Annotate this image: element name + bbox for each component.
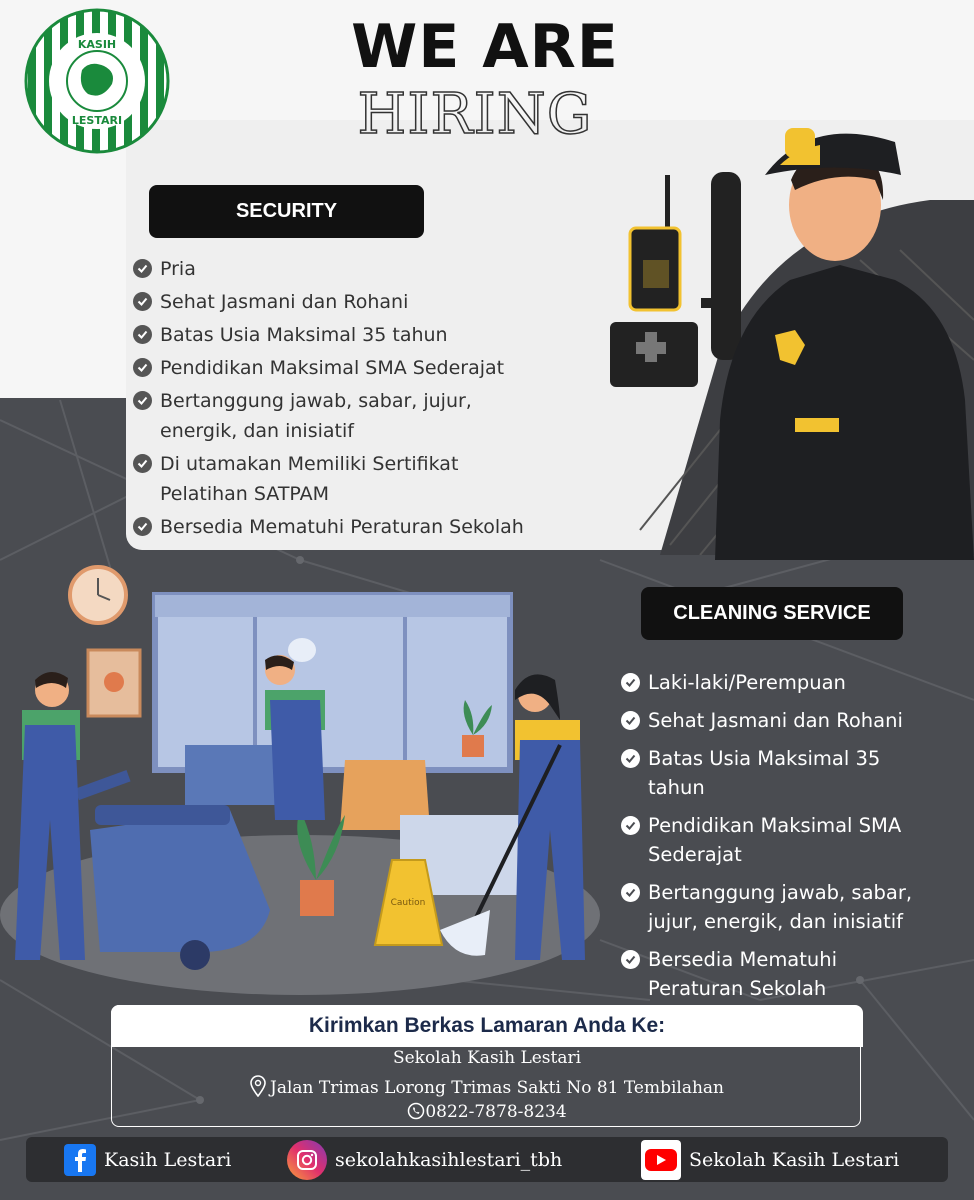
cleaning-service-label: CLEANING SERVICE	[641, 587, 903, 640]
check-icon	[621, 883, 640, 902]
facebook-name: Kasih Lestari	[104, 1148, 232, 1171]
check-icon	[621, 711, 640, 730]
check-icon	[133, 454, 152, 473]
list-item	[133, 320, 603, 350]
instagram-link[interactable]	[287, 1137, 562, 1182]
list-item	[133, 287, 603, 317]
whatsapp-icon	[407, 1102, 425, 1125]
youtube-channel: Sekolah Kasih Lestari	[689, 1148, 900, 1171]
youtube-link[interactable]	[641, 1137, 899, 1182]
requirement-text: Pendidikan Maksimal SMA Sederajat	[160, 357, 505, 379]
title-we-are: WE ARE	[351, 12, 619, 82]
facebook-icon	[64, 1144, 96, 1176]
requirement-text: Bertanggung jawab, sabar, jujur, energik, dan inisiatif	[648, 881, 913, 933]
check-icon	[133, 292, 152, 311]
requirement-text: Bertanggung jawab, sabar, jujur, energik, dan inisiatif	[160, 390, 472, 442]
contact-address: Jalan Trimas Lorong Trimas Sakti No 81 Tembilahan	[270, 1078, 724, 1098]
facebook-link[interactable]	[64, 1137, 231, 1182]
contact-phone-row	[111, 1102, 863, 1125]
security-label: SECURITY	[149, 185, 424, 238]
contact-phone[interactable]: 0822-7878-8234	[425, 1102, 567, 1122]
instagram-icon	[287, 1140, 327, 1180]
check-icon	[621, 816, 640, 835]
check-icon	[133, 259, 152, 278]
list-item	[133, 449, 473, 509]
cleaning-service-illustration	[0, 560, 620, 1000]
contact-heading: Kirimkan Berkas Lamaran Anda Ke:	[111, 1005, 863, 1047]
list-item	[621, 744, 931, 802]
location-pin-icon	[250, 1075, 266, 1102]
logo-text-top: KASIH	[77, 38, 117, 51]
list-item	[133, 512, 603, 542]
requirement-text: Di utamakan Memiliki Sertifikat Pelatihan SATPAM	[160, 453, 459, 505]
contact-school: Sekolah Kasih Lestari	[392, 1048, 582, 1068]
logo-text-bottom: LESTARI	[71, 114, 123, 127]
instagram-handle: sekolahkasihlestari_tbh	[335, 1148, 563, 1171]
security-guard-illustration	[605, 120, 974, 560]
requirement-text: Batas Usia Maksimal 35 tahun	[160, 324, 448, 346]
list-item	[621, 706, 966, 735]
svg-text:Caution: Caution	[390, 898, 426, 908]
youtube-icon	[641, 1140, 681, 1180]
title-hiring: HIRING	[357, 82, 593, 147]
requirement-text: Pendidikan Maksimal SMA Sederajat	[648, 814, 902, 866]
security-requirements	[133, 254, 603, 545]
list-item	[621, 668, 966, 697]
list-item	[133, 353, 603, 383]
check-icon	[621, 950, 640, 969]
list-item	[621, 811, 951, 869]
requirement-text: Batas Usia Maksimal 35 tahun	[648, 747, 881, 799]
requirement-text: Pria	[160, 258, 196, 280]
requirement-text: Bersedia Mematuhi Peraturan Sekolah	[648, 948, 838, 1000]
requirement-text: Sehat Jasmani dan Rohani	[648, 709, 903, 732]
check-icon	[133, 517, 152, 536]
check-icon	[133, 325, 152, 344]
requirement-text: Laki-laki/Perempuan	[648, 671, 846, 694]
check-icon	[133, 391, 152, 410]
check-icon	[621, 749, 640, 768]
requirement-text: Sehat Jasmani dan Rohani	[160, 291, 409, 313]
requirement-text: Bersedia Mematuhi Peraturan Sekolah	[160, 516, 524, 538]
check-icon	[133, 358, 152, 377]
list-item	[133, 254, 603, 284]
check-icon	[621, 673, 640, 692]
cleaning-requirements	[621, 668, 966, 1012]
list-item	[621, 945, 881, 1003]
list-item	[621, 878, 966, 936]
contact-address-row	[111, 1075, 863, 1102]
kasih-lestari-logo	[24, 8, 170, 154]
list-item	[133, 386, 533, 446]
